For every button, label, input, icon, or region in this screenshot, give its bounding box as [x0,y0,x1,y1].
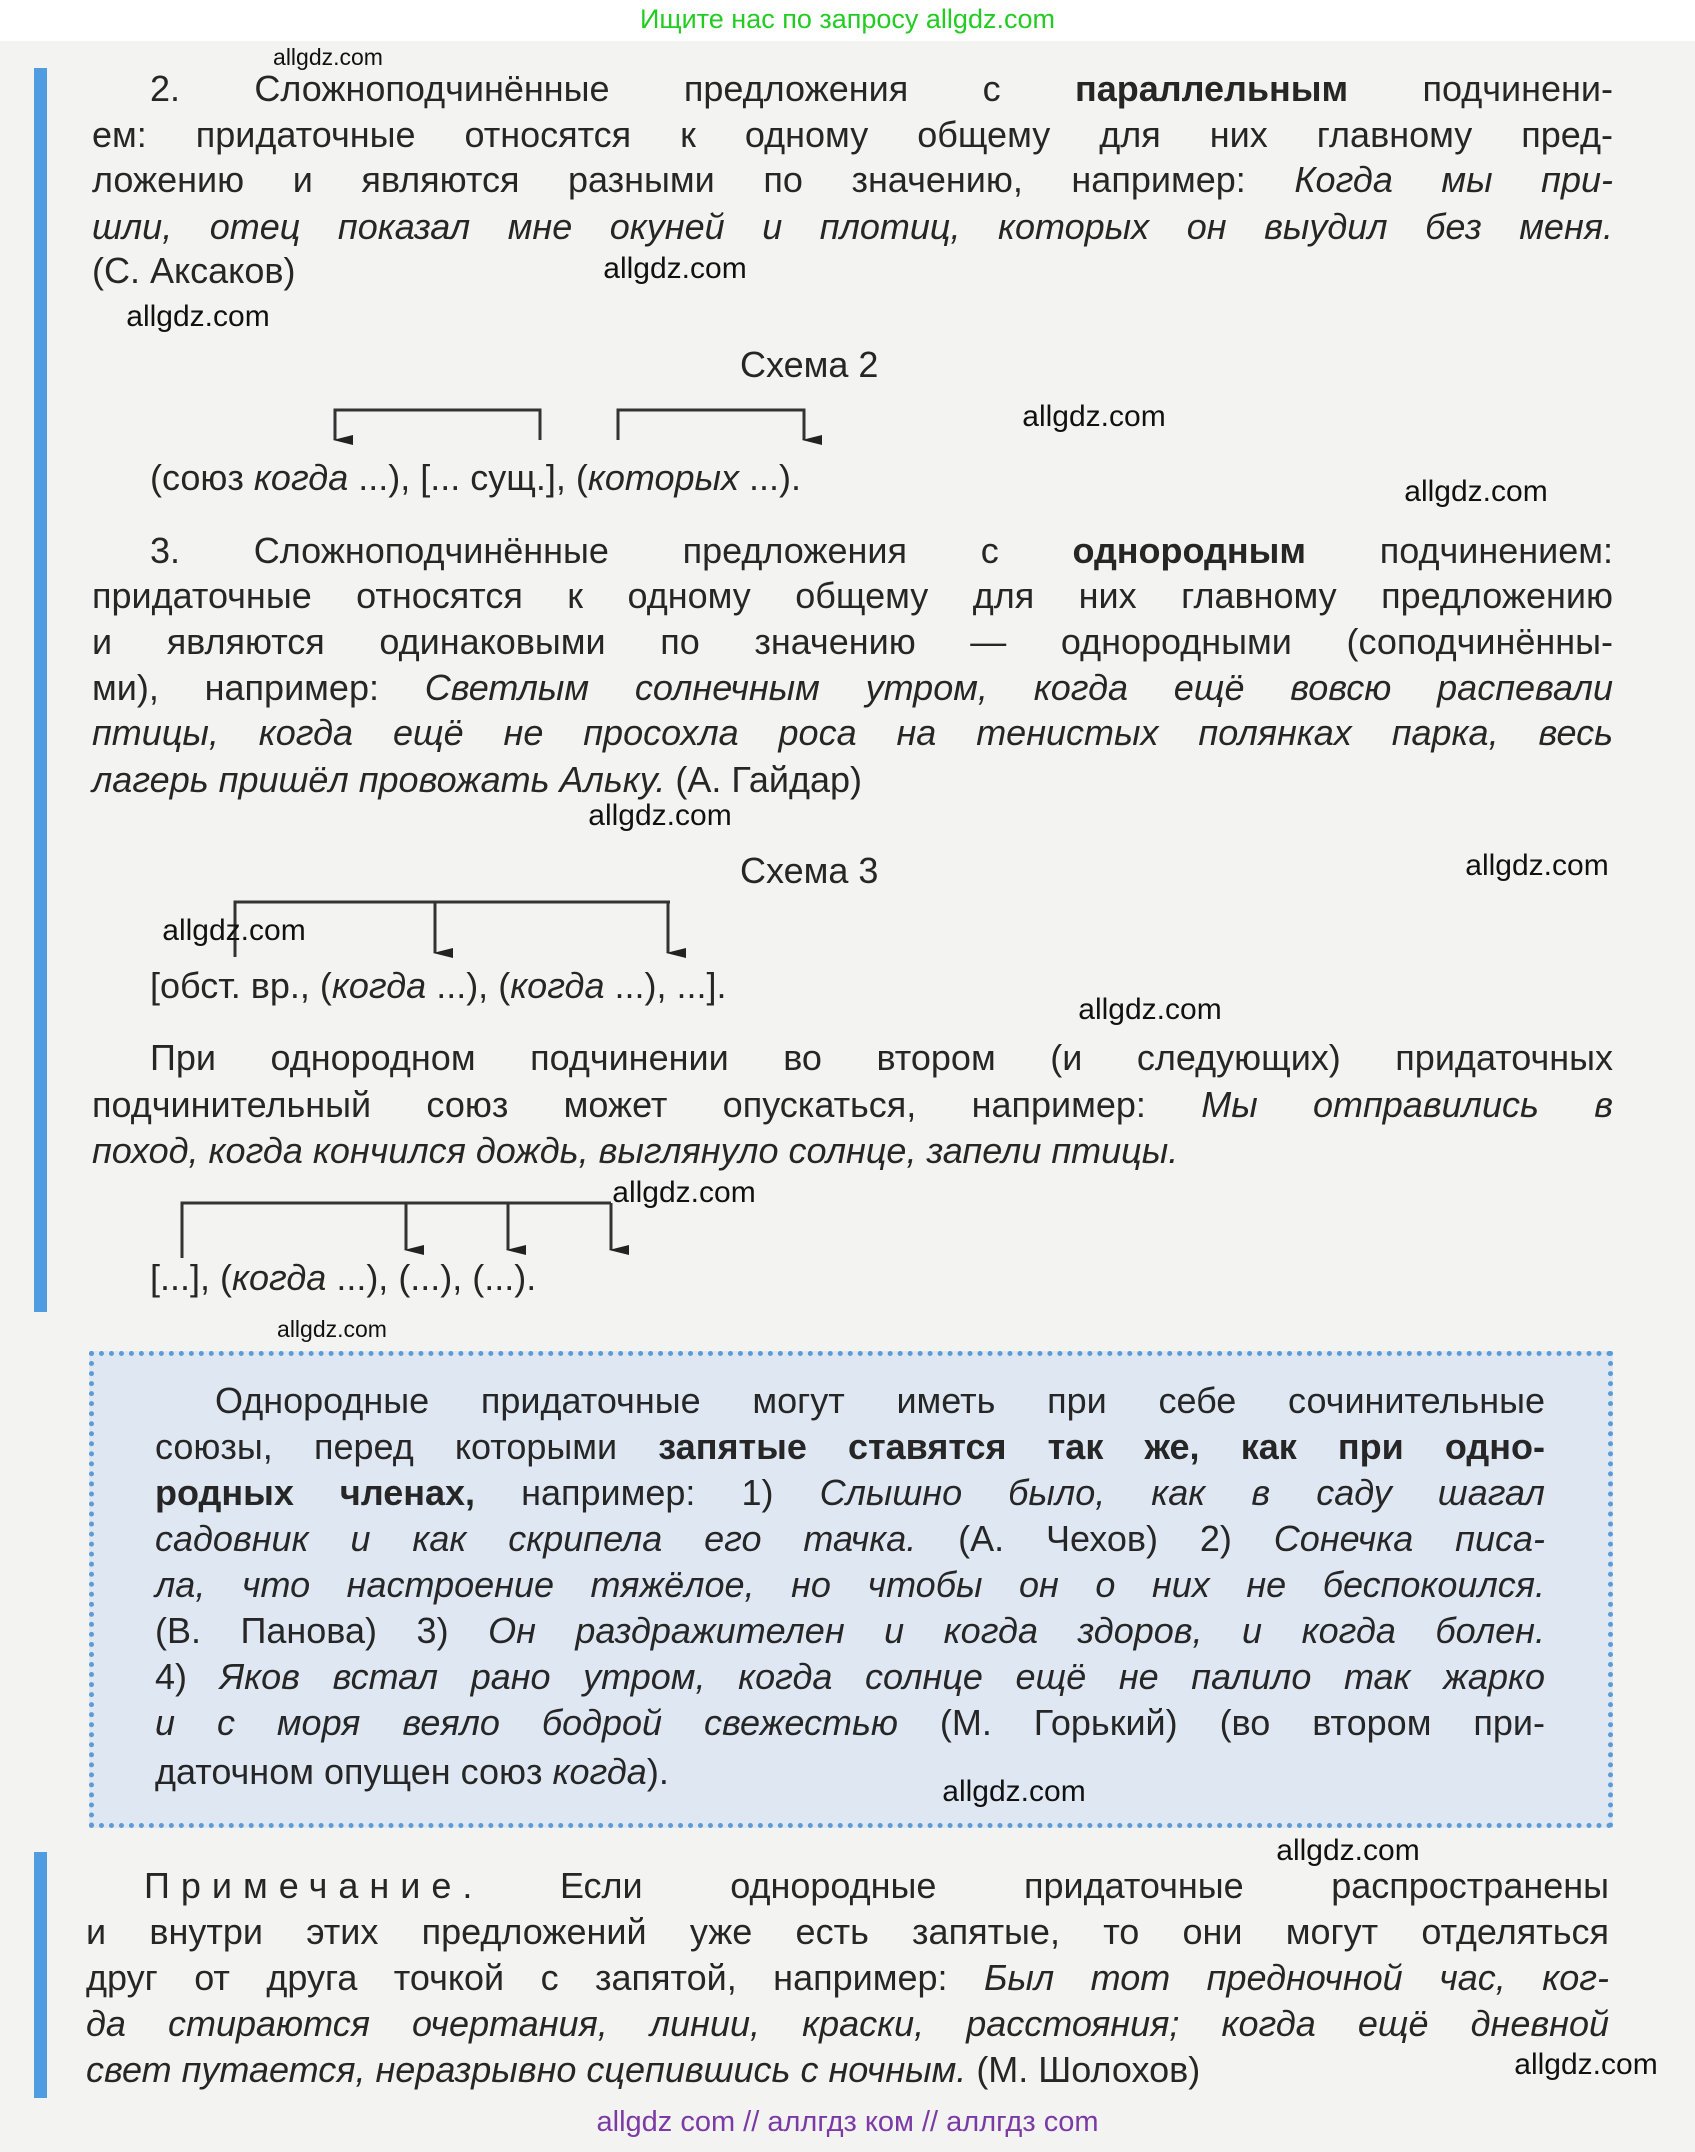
text: [...], ( [150,1257,233,1298]
text: ...). [738,457,801,498]
text: ем: придаточные относятся к одному общему для них главному пред- [92,114,1613,155]
example-text: когда [232,1257,327,1298]
watermark: allgdz.com [588,799,732,832]
text-line [92,1128,1178,1174]
text-line [86,1909,1609,1955]
example-text: Мы отправились в [1201,1084,1613,1125]
term-bold: параллельным [1074,68,1349,109]
text: (А. Гайдар) [665,759,863,800]
watermark: allgdz.com [942,1775,1086,1808]
text-line [86,2001,1609,2047]
watermark: allgdz.com [1465,849,1609,882]
example-text: птицы, когда ещё не просохла роса на тенистых полянках парка, весь [92,712,1613,753]
text-line [155,1654,1545,1700]
text: Примечание [144,1865,463,1906]
term-bold: родных членах, [155,1472,476,1513]
schema-4-arrows [182,1203,611,1258]
text: Однородные придаточные могут иметь при себе сочинительные [215,1380,1545,1421]
text-line [150,1035,1613,1081]
text-line [92,204,1613,250]
text-line [215,1378,1545,1424]
example-text: лагерь пришёл провожать Альку. [92,759,666,800]
example-text: свет путается, неразрывно сцепившись с ночным. [86,2049,967,2090]
text: (А. Чехов) 2) [916,1518,1274,1559]
text-line [86,2047,1200,2093]
schema-2-arrow-right [618,410,804,440]
watermark: allgdz.com [126,300,270,333]
text: ложению и являются разными по значению, например: [92,159,1295,200]
text-line [150,528,1613,574]
watermark: allgdz.com [1276,1834,1420,1867]
term-bold: запятые ставятся так же, как при одно- [658,1426,1545,1467]
text-line [92,157,1613,203]
text-line [155,1562,1545,1608]
text-line [150,1255,536,1301]
text: [обст. вр., ( [150,965,332,1006]
text: (М. Шолохов) [966,2049,1201,2090]
watermark: allgdz.com [603,252,747,285]
example-text: поход, когда кончился дождь, выглянуло солнце, запели птицы. [92,1130,1179,1171]
text: подчинительный союз может опускаться, например: [92,1084,1202,1125]
example-text: Яков встал рано утром, когда солнце ещё не палило так жарко [219,1656,1545,1697]
text-line [92,1082,1613,1128]
watermark: allgdz.com [612,1176,756,1209]
text-line [92,248,295,294]
watermark: allgdz.com [273,44,383,70]
example-text: Он раздражителен и когда здоров, и когда болен. [488,1610,1545,1651]
text-line [155,1700,1545,1746]
watermark: allgdz.com [277,1316,387,1342]
example-text: шли, отец показал мне окуней и плотиц, которых он выудил без меня. [92,206,1613,247]
text: союзы, перед которыми [155,1426,659,1467]
text-line [92,665,1613,711]
text-line [150,455,801,501]
text-line [92,757,862,803]
text-line [92,112,1613,158]
example-text: Светлым солнечным утром, когда ещё вовсю распевали [424,667,1613,708]
example-text: когда [253,457,349,498]
text: подчинением: [1306,530,1613,571]
schema-4-bracket [182,1203,611,1258]
text: и внутри этих предложений уже есть запятые, то они могут отделяться [86,1911,1609,1952]
example-text: садовник и как скрипела его тачка. [155,1518,917,1559]
text: (союз [150,457,254,498]
text-line [150,963,727,1009]
example-text: Был тот предночной час, ког- [983,1957,1609,1998]
example-text: которых [587,457,739,498]
text: (В. Панова) 3) [155,1610,489,1651]
text: (М. Горький) (во втором при- [897,1702,1545,1743]
example-text: когда [552,1751,647,1792]
text: ...), ...]. [604,965,727,1006]
text: При однородном подчинении во втором (и следующих) придаточных [150,1037,1613,1078]
text: . Если однородные придаточные распространены [462,1865,1609,1906]
text-line [155,1470,1545,1516]
text: 4) [155,1656,220,1697]
text: 2. Сложноподчинённые предложения с [150,68,1075,109]
watermark: allgdz.com [1078,993,1222,1026]
watermark: allgdz.com [162,914,306,947]
text: придаточные относятся к одному общему для них главному предложению [92,575,1613,616]
example-text: да стираются очертания, линии, краски, расстояния; когда ещё дневной [86,2003,1609,2044]
watermark: allgdz.com [1022,400,1166,433]
text: ми), например: [92,667,425,708]
example-text: когда [510,965,605,1006]
example-text: Когда мы при- [1294,159,1613,200]
search-banner[interactable]: Ищите нас по запросу allgdz.com [640,4,1055,34]
text: (С. Аксаков) [92,250,296,291]
text: подчинени- [1348,68,1613,109]
schema-2-arrow-left [335,410,540,440]
text-line [155,1516,1545,1562]
text-line [155,1749,669,1795]
text: ...), [... сущ.], ( [348,457,588,498]
example-text: ла, что настроение тяжёлое, но чтобы он о них не беспокоился. [155,1564,1545,1605]
example-text: Сонечка писа- [1273,1518,1546,1559]
text: ...), ( [426,965,511,1006]
example-text: Слышно было, как в саду шагал [819,1472,1545,1513]
text-line [155,1424,1545,1470]
text-line [155,1608,1545,1654]
text-line [92,710,1613,756]
text-line [92,619,1613,665]
watermark: allgdz.com [1404,475,1548,508]
footer-links[interactable]: allgdz com // аллгдз ком // аллгдз com [596,2106,1099,2138]
text: и являются одинаковыми по значению — однородными (соподчинённы- [92,621,1613,662]
text-line [86,1955,1609,2001]
schema-2-arrows [335,410,804,440]
text: ). [646,1751,669,1792]
text: 3. Сложноподчинённые предложения с [150,530,1073,571]
text: например: 1) [475,1472,820,1513]
text: даточном опущен союз [155,1751,553,1792]
text-line [144,1863,1609,1909]
text: ...), (...), (...). [326,1257,537,1298]
example-text: когда [331,965,427,1006]
term-bold: однородным [1072,530,1307,571]
schema-2-title: Схема 2 [740,344,879,385]
schema-3-title: Схема 3 [740,850,879,891]
watermark: allgdz.com [1514,2048,1658,2081]
text-line [92,573,1613,619]
example-text: и с моря веяло бодрой свежестью [155,1702,898,1743]
text: друг от друга точкой с запятой, например: [86,1957,984,1998]
